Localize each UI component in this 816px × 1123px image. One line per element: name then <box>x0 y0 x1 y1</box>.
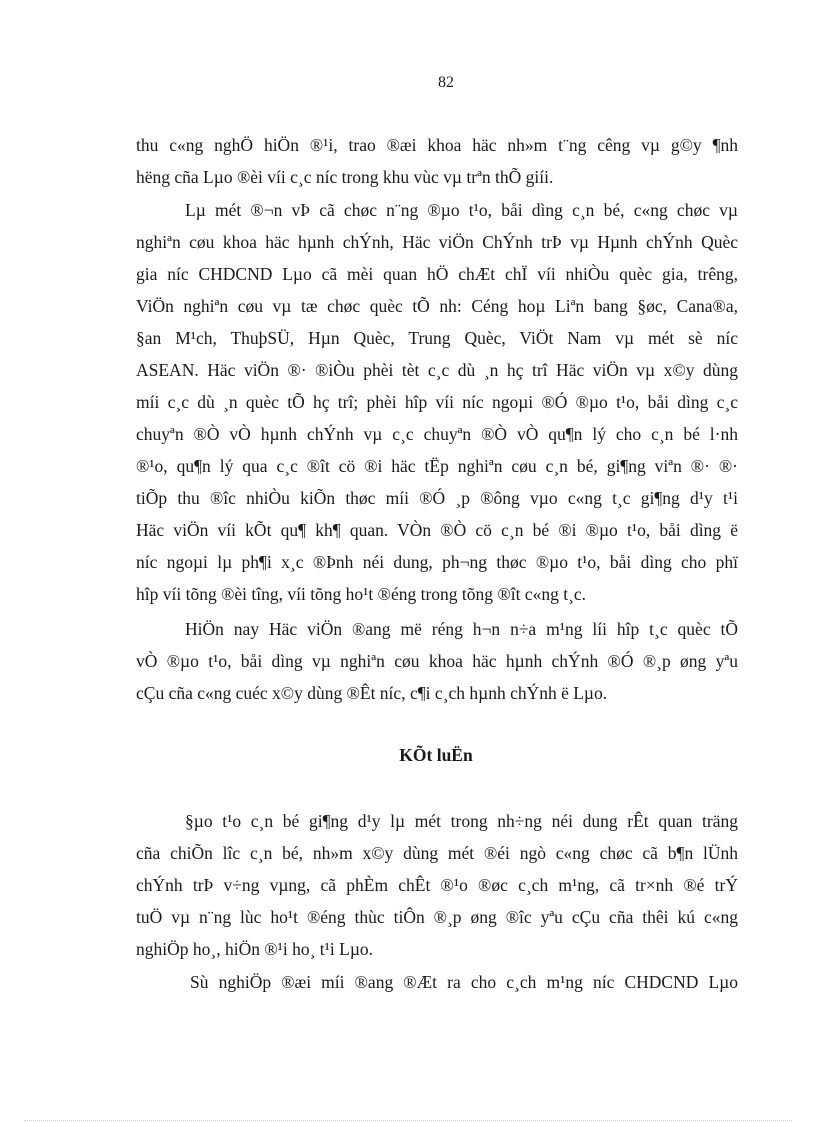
page-bottom-rule <box>24 1120 792 1121</box>
text-line: níc ngoµi lµ ph¶i x¸c ®Þnh néi dung, ph¬ng thøc ®µo t¹o, båi dìng cho phï <box>136 552 738 572</box>
text-line: tuÖ vµ n¨ng lùc ho¹t ®éng thùc tiÔn ®¸p øng ®îc yªu cÇu cña thêi kú c«ng <box>136 907 738 927</box>
text-line: ViÖn nghiªn cøu vµ tæ chøc quèc tÕ nh: Céng hoµ Liªn bang §øc, Cana®a, <box>136 296 738 316</box>
text-line: ®¹o, qu¶n lý qua c¸c ®ît cö ®i häc tËp nghiªn cøu c¸n bé, gi¶ng viªn ®· ®· <box>136 456 738 476</box>
text-line: hëng cña Lµo ®èi víi c¸c níc trong khu vùc vµ trªn thÕ giíi. <box>136 167 554 187</box>
text-line: Lµ mét ®¬n vÞ cã chøc n¨ng ®µo t¹o, båi dìng c¸n bé, c«ng chøc vµ <box>185 200 738 220</box>
text-line: ASEAN. Häc viÖn ®· ®iÒu phèi tèt c¸c dù ¸n hç trî Häc viÖn vµ x©y dùng <box>136 360 738 380</box>
text-line: hîp víi tõng ®èi tîng, víi tõng ho¹t ®éng trong tõng ®ît c«ng t¸c. <box>136 584 587 604</box>
section-heading: KÕt luËn <box>399 745 473 765</box>
text-line: thu c«ng nghÖ hiÖn ®¹i, trao ®æi khoa häc nh»m t¨ng cêng vµ g©y ¶nh <box>136 135 738 155</box>
text-line: chÝnh trÞ v÷ng vµng, cã phÈm chÊt ®¹o ®øc c¸ch m¹ng, cã tr×nh ®é trÝ <box>136 875 738 895</box>
text-line: gia níc CHDCND Lµo cã mèi quan hÖ chÆt chÏ víi nhiÒu quèc gia, trêng, <box>136 264 738 284</box>
text-line: Häc viÖn víi kÕt qu¶ kh¶ quan. VÒn ®Ò cö c¸n bé ®i ®µo t¹o, båi dìng ë <box>136 520 738 540</box>
text-line: chuyªn ®Ò vÒ hµnh chÝnh vµ c¸c chuyªn ®Ò vÒ qu¶n lý cho c¸n bé l·nh <box>136 424 738 444</box>
text-line: míi c¸c dù ¸n quèc tÕ hç trî; phèi hîp víi níc ngoµi ®Ó ®µo t¹o, båi dìng c¸c <box>136 392 738 412</box>
text-line: nghiªn cøu khoa häc hµnh chÝnh, Häc viÖn ChÝnh trÞ vµ Hµnh chÝnh Quèc <box>136 232 738 252</box>
text-line: §µo t¹o c¸n bé gi¶ng d¹y lµ mét trong nh÷ng néi dung rÊt quan träng <box>185 811 738 831</box>
text-line: tiÕp thu ®îc nhiÒu kiÕn thøc míi ®Ó ¸p ®ông vµo c«ng t¸c gi¶ng d¹y t¹i <box>136 488 738 508</box>
text-line: vÒ ®µo t¹o, båi dìng vµ nghiªn cøu khoa häc hµnh chÝnh ®Ó ®¸p øng yªu <box>136 651 738 671</box>
text-line: Sù nghiÖp ®æi míi ®ang ®Æt ra cho c¸ch m¹ng níc CHDCND Lµo <box>190 972 738 992</box>
text-line: HiÖn nay Häc viÖn ®ang më réng h¬n n÷a m¹ng líi hîp t¸c quèc tÕ <box>185 619 738 639</box>
text-line: cña chiÕn lîc c¸n bé, nh»m x©y dùng mét ®éi ngò c«ng chøc cã b¶n lÜnh <box>136 843 738 863</box>
text-line: cÇu cña c«ng cuéc x©y dùng ®Êt níc, c¶i c¸ch hµnh chÝnh ë Lµo. <box>136 683 608 703</box>
text-line: nghiÖp ho¸, hiÖn ®¹i ho¸ t¹i Lµo. <box>136 939 374 959</box>
text-line: §an M¹ch, ThuþSÜ, Hµn Quèc, Trung Quèc, ViÖt Nam vµ mét sè níc <box>136 328 738 348</box>
page-number: 82 <box>438 74 454 91</box>
